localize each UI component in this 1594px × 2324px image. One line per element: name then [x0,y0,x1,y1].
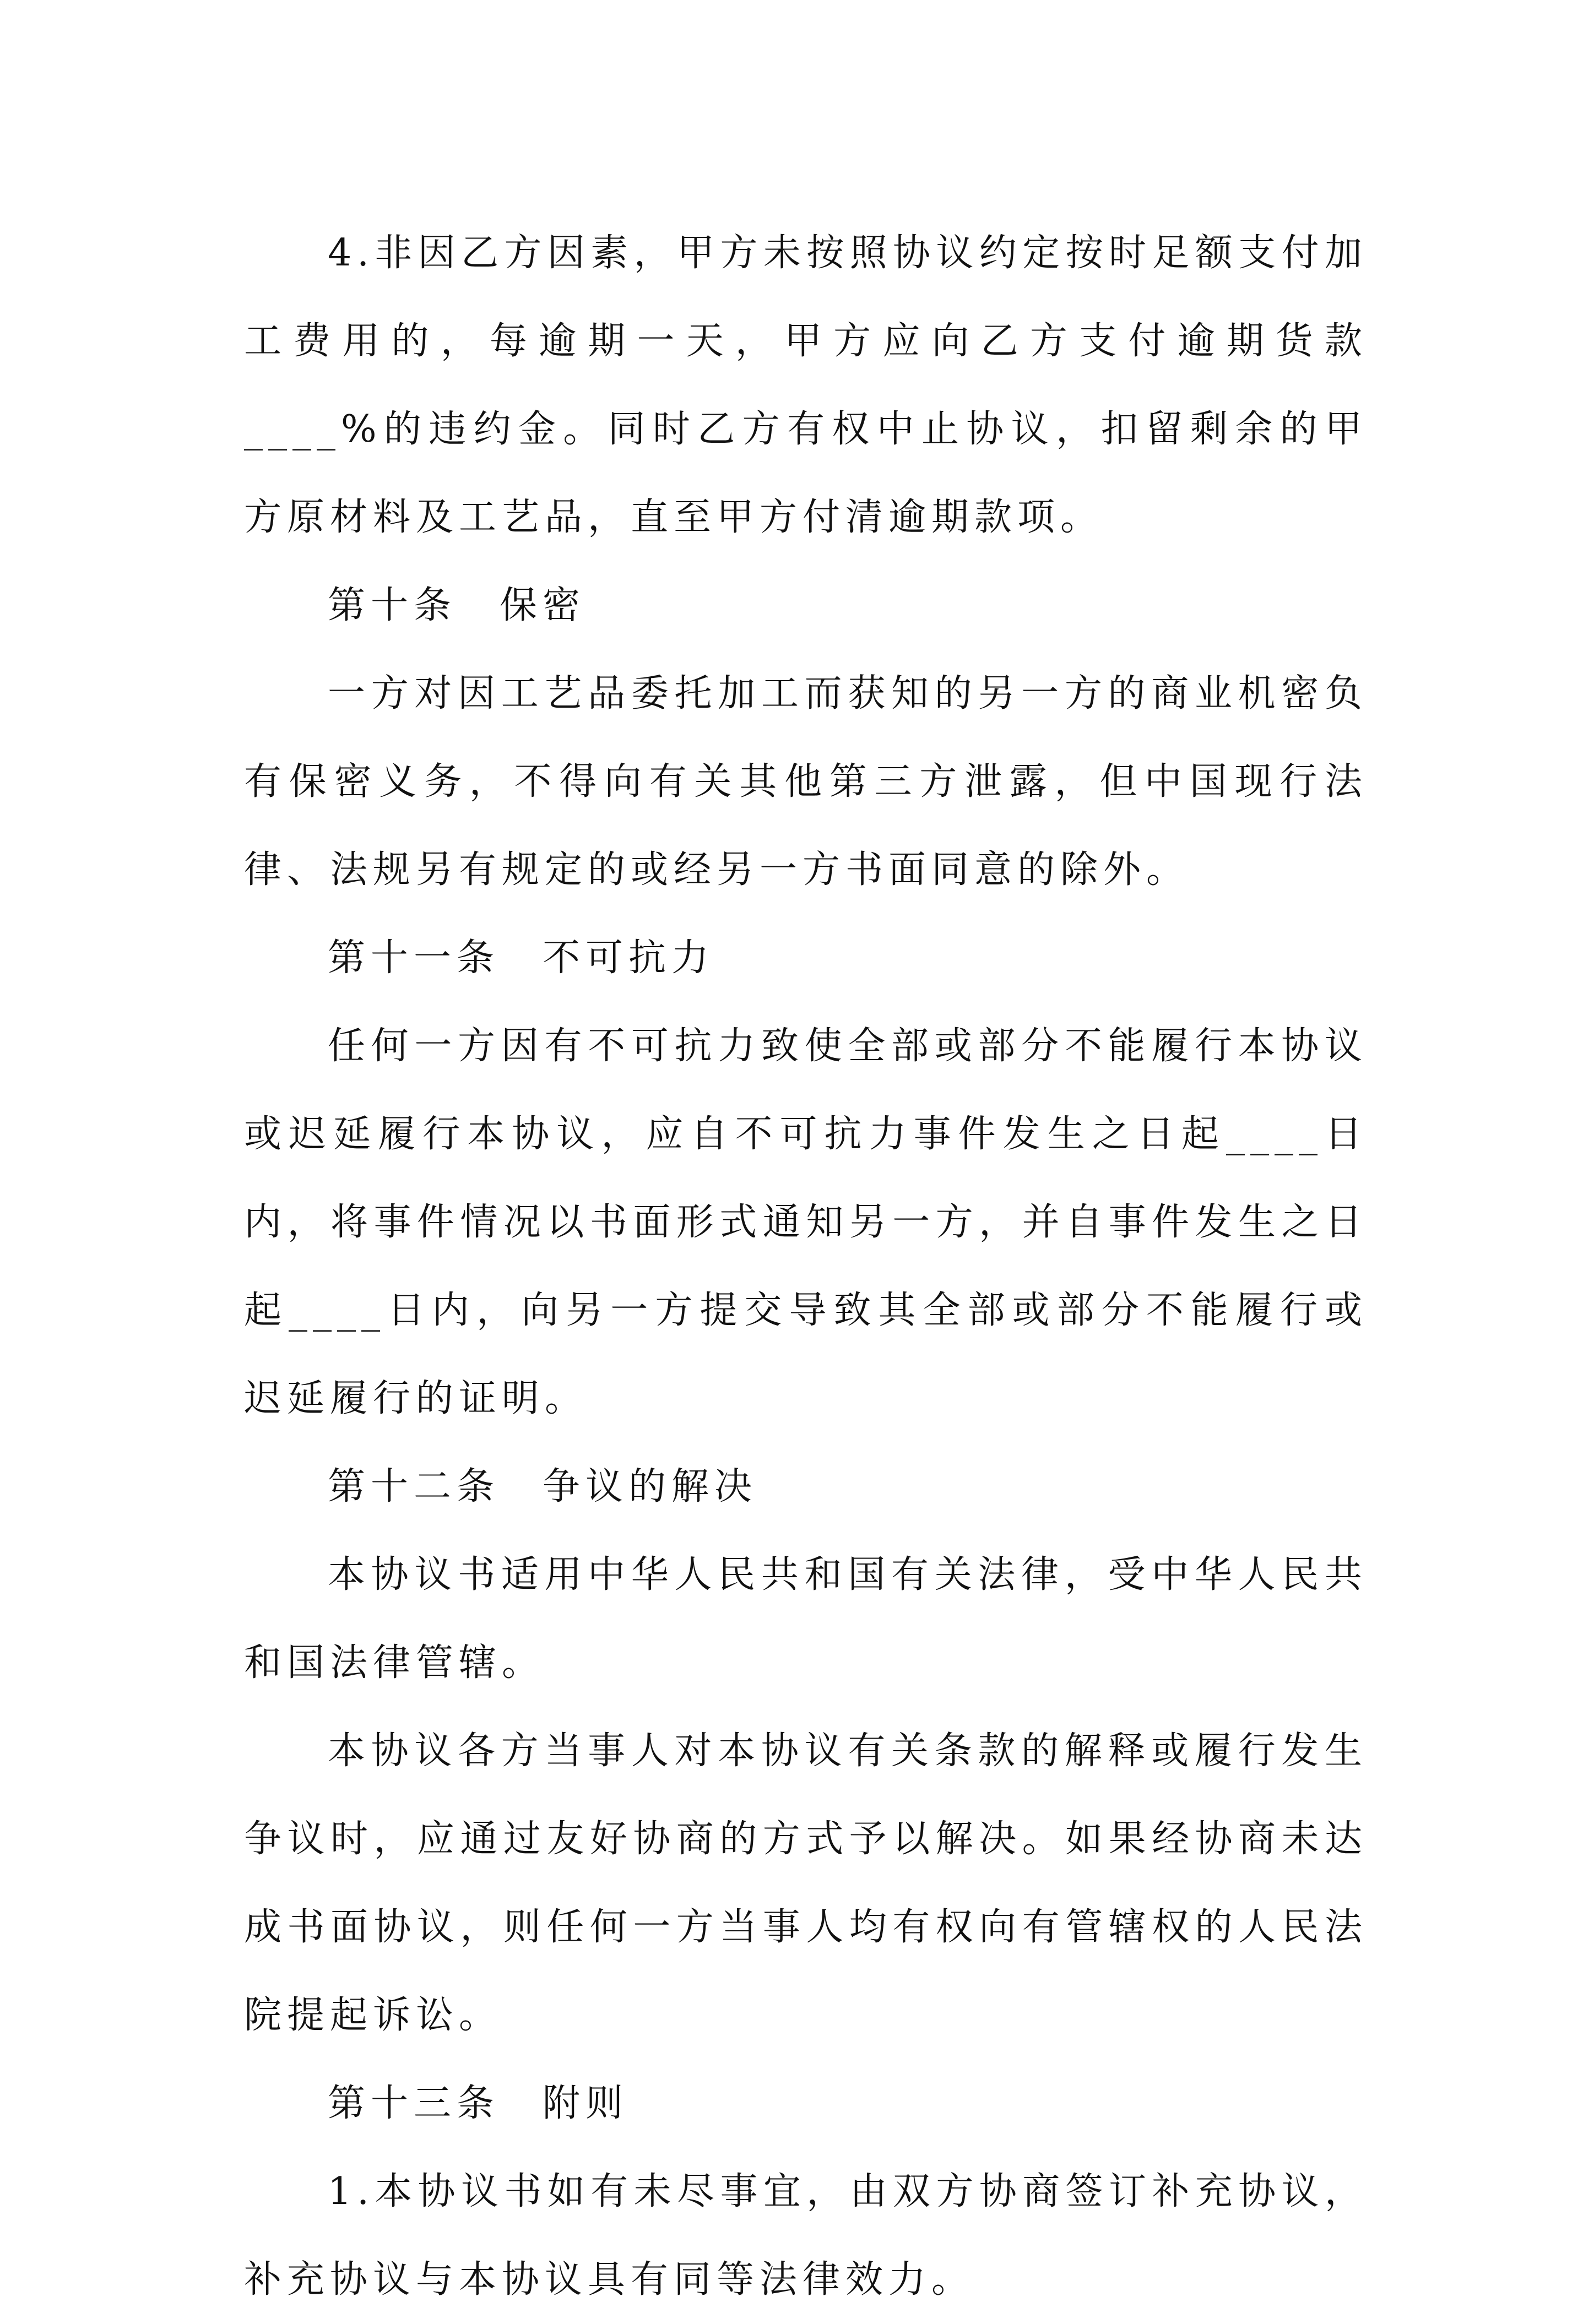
supplementary-provisions-paragraph: 1.本协议书如有未尽事宜，由双方协商签订补充协议，补充协议与本协议具有同等法律效力。 [244,2170,1368,2301]
governing-law-paragraph: 本协议书适用中华人民共和国有关法律，受中华人民共和国法律管辖。 [244,1553,1368,1685]
force-majeure-paragraph: 任何一方因有不可抗力致使全部或部分不能履行本协议或迟延履行本协议，应自不可抗力事件发生之日起____日内，将事件情况以书面形式通知另一方，并自事件发生之日起____日内，向另一方提交导致其全部或部分不能履行或迟延履行的证明。 [244,1024,1368,1420]
dispute-resolution-paragraph: 本协议各方当事人对本协议有关条款的解释或履行发生争议时，应通过友好协商的方式予以解决。如果经协商未达成书面协议，则任何一方当事人均有权向有管辖权的人民法院提起诉讼。 [244,1729,1368,2037]
clause-9-item-4-paragraph: 4.非因乙方因素，甲方未按照协议约定按时足额支付加工费用的，每逾期一天，甲方应向乙方支付逾期货款____%的违约金。同时乙方有权中止协议，扣留剩余的甲方原材料及工艺品，直至甲方付清逾期款项。 [244,231,1368,539]
document-body [244,209,1368,2324]
article-11-heading: 第十一条 不可抗力 [328,936,715,980]
article-10-heading: 第十条 保密 [328,584,586,627]
article-12-heading: 第十二条 争议的解决 [328,1465,758,1508]
article-13-heading: 第十三条 附则 [328,2082,629,2125]
confidentiality-paragraph: 一方对因工艺品委托加工而获知的另一方的商业机密负有保密义务，不得向有关其他第三方泄露，但中国现行法律、法规另有规定的或经另一方书面同意的除外。 [244,672,1368,892]
